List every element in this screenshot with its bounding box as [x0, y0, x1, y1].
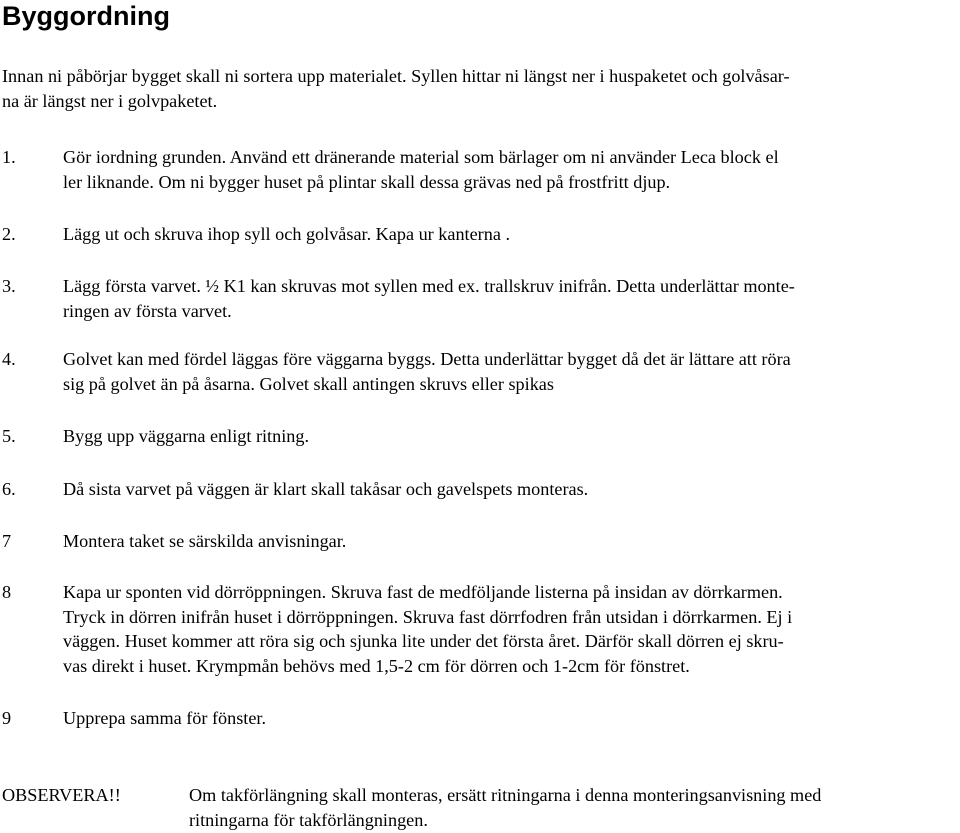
step-number: 6. — [2, 479, 16, 499]
page-title: Byggordning — [2, 1, 170, 31]
note-label: OBSERVERA!! — [2, 785, 121, 805]
intro-paragraph — [2, 64, 957, 113]
step-text: Då sista varvet på väggen är klart skall takåsar och gavelspets monteras. — [63, 479, 589, 499]
step-text: Golvet kan med fördel läggas före väggarna byggs. Detta underlättar bygget då det är lättare att röra sig på golvet än på åsarna. Golvet skall antingen skruvs eller spikas — [63, 349, 791, 394]
step-number: 3. — [2, 276, 16, 296]
step-number: 4. — [2, 349, 16, 369]
step-4 — [2, 347, 957, 396]
step-text: Upprepa samma för fönster. — [63, 708, 267, 728]
note-text: Om takförlängning skall monteras, ersätt ritningarna i denna monteringsanvisning med ritningarna för takförlängningen. — [189, 785, 822, 830]
step-8 — [2, 580, 957, 678]
step-number: 8 — [2, 582, 12, 602]
step-2 — [2, 222, 957, 247]
step-text: Lägg ut och skruva ihop syll och golvåsar. Kapa ur kanterna . — [63, 224, 510, 244]
intro-line: na är längst ner i golvpaketet. — [2, 90, 218, 111]
step-7 — [2, 529, 957, 554]
step-9 — [2, 706, 957, 731]
step-number: 9 — [2, 708, 12, 728]
intro-line: Innan ni påbörjar bygget skall ni sortera upp materialet. Syllen hittar ni längst ner i huspaketet och golvåsar- — [2, 66, 790, 86]
step-number: 2. — [2, 224, 16, 244]
step-number: 5. — [2, 426, 16, 446]
step-6 — [2, 477, 957, 502]
step-text: Lägg första varvet. ½ K1 kan skruvas mot syllen med ex. trallskruv inifrån. Detta underlättar monte- ringen av första varvet. — [63, 276, 795, 321]
step-number: 7 — [2, 531, 12, 551]
step-number: 1. — [2, 147, 16, 167]
step-text: Bygg upp väggarna enligt ritning. — [63, 426, 309, 446]
step-text: Kapa ur sponten vid dörröppningen. Skruva fast de medföljande listerna på insidan av dörrkarmen. Tryck in dörren inifrån huset i dörröppningen. Skruva fast dörrfodren från utsidan i dörrkarmen. Ej i väggen. Huset kommer att röra sig och sjunka lite under det första året. Därför skall dörren ej skru- vas direkt i huset. Krympmån behövs med 1,5-2 cm för dörren och 1-2cm för fönstret. — [63, 582, 793, 676]
step-text: Gör iordning grunden. Använd ett dränerande material som bärlager om ni använder Leca block el ler liknande. Om ni bygger huset på plintar skall dessa grävas ned på frostfritt djup. — [63, 147, 779, 192]
step-1 — [2, 145, 957, 194]
step-text: Montera taket se särskilda anvisningar. — [63, 531, 347, 551]
step-3 — [2, 274, 957, 323]
step-5 — [2, 424, 957, 449]
